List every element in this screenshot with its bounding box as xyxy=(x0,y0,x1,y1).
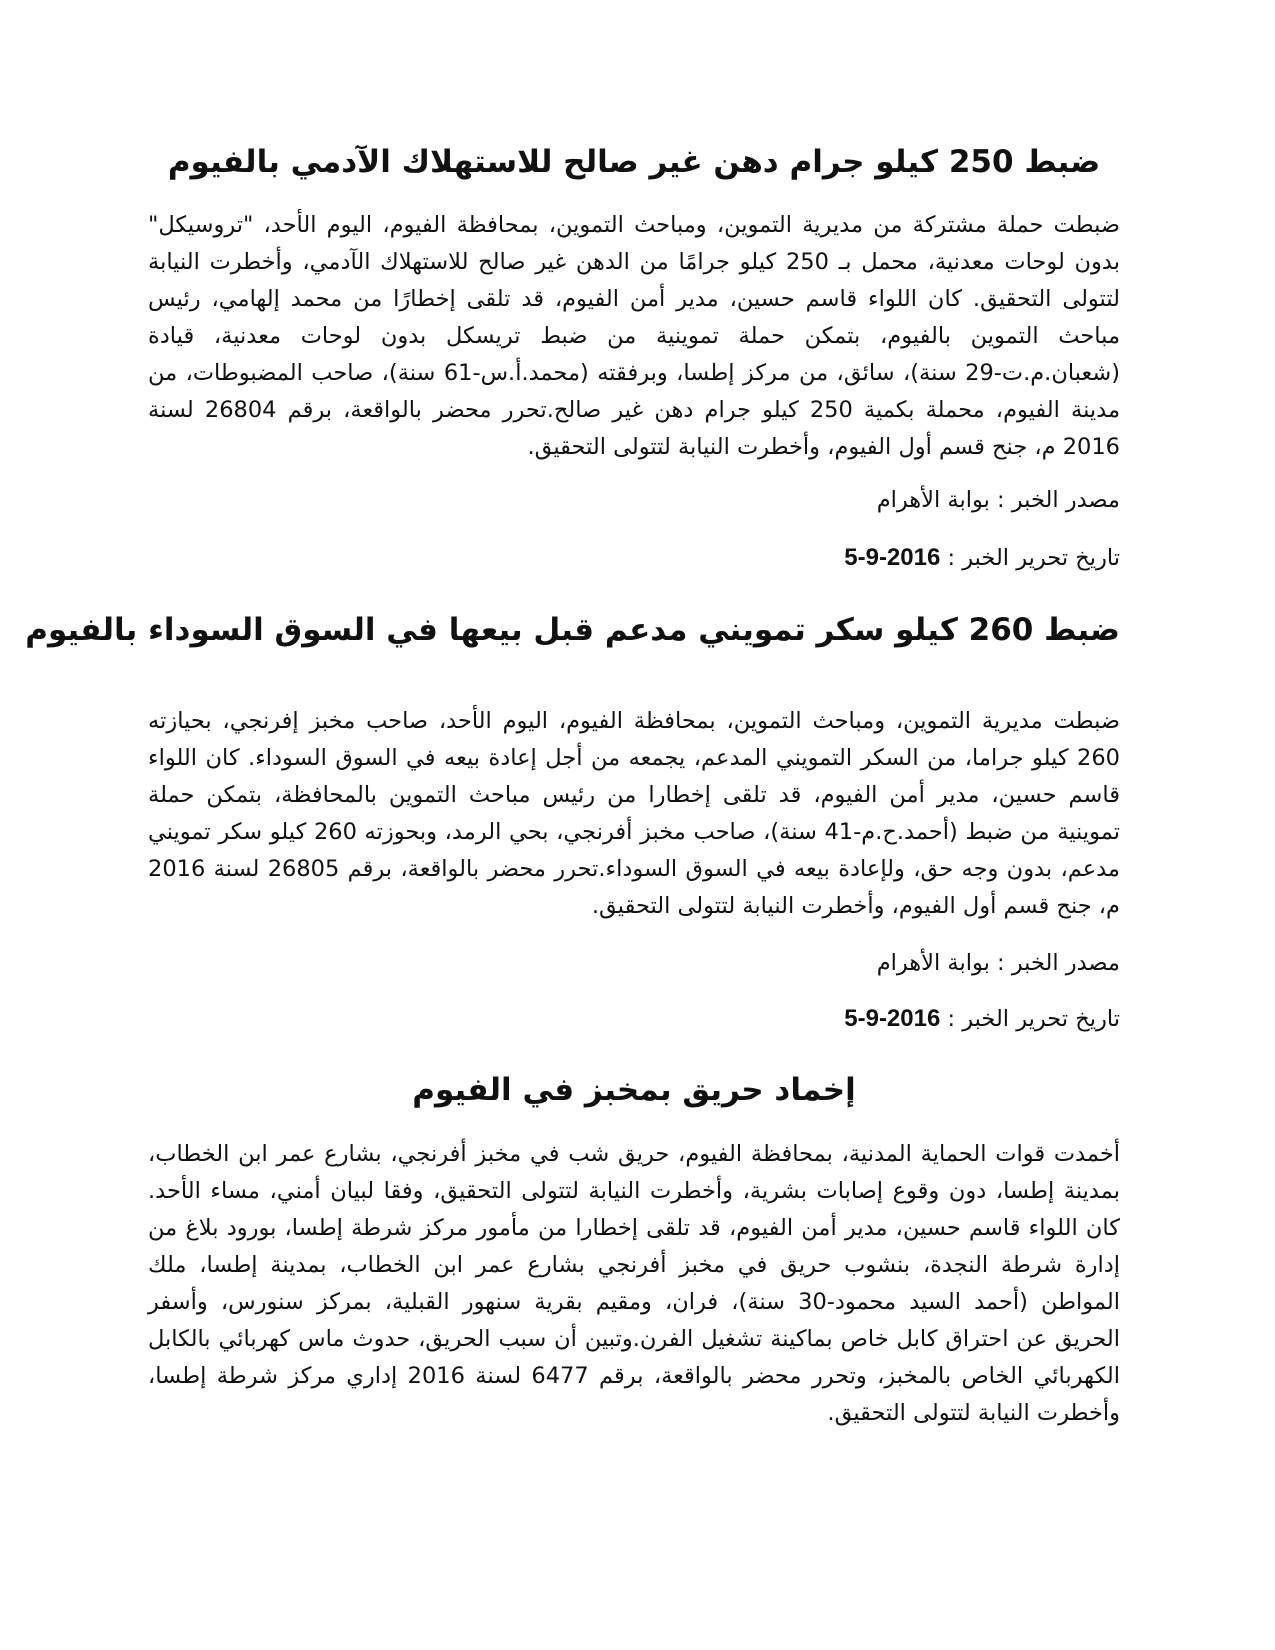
article-1-title: ضبط 250 كيلو جرام دهن غير صالح للاستهلاك الآدمي بالفيوم xyxy=(167,144,1101,180)
article-3-body: أخمدت قوات الحماية المدنية، بمحافظة الفيوم، حريق شب في مخبز أفرنجي، بشارع عمر ابن الخطاب، بمدينة إطسا، دون وقوع إصابات بشرية، وأخطرت النيابة لتتولى التحقيق، وفقا لبيان أمني، مساء الأحد. كان اللواء قاسم حسين، مدير أمن الفيوم، قد تلقى إخطارا من مأمور مركز شرطة إطسا، بورود بلاغ من إدارة شرطة النجدة، بنشوب حريق في مخبز أفرنجي بشارع عمر ابن الخطاب، بمدينة إطسا، ملك المواطن (أحمد السيد محمود-30 سنة)، فران، ومقيم بقرية سنهور القبلية، بمركز سنورس، وأسفر الحريق عن احتراق كابل خاص بماكينة تشغيل الفرن.وتبين أن سبب الحريق، حدوث ماس كهربائي بالكابل الكهربائي الخاص بالمخبز، وتحرر محضر بالواقعة، برقم 6477 لسنة 2016 إداري مركز شرطة إطسا، وأخطرت النيابة لتتولى التحقيق. xyxy=(148,1141,1120,1426)
date-value: 5-9-2016 xyxy=(844,1005,941,1032)
article-2-body: ضبطت مديرية التموين، ومباحث التموين، بمحافظة الفيوم، اليوم الأحد، صاحب مخبز إفرنجي، بحيازته 260 كيلو جراما، من السكر التمويني المدعم، يجمعه من أجل إعادة بيعه في السوق السوداء. كان اللواء قاسم حسين، مدير أمن الفيوم، قد تلقى إخطارا من رئيس مباحث التموين بالمحافظة، بتمكن حملة تموينية من ضبط (أحمد.ح.م-41 سنة)، صاحب مخبز أفرنجي، بحي الرمد، وبحوزته 260 كيلو سكر تمويني مدعم، بدون وجه حق، ولإعادة بيعه في السوق السوداء.تحرر محضر بالواقعة، برقم 26805 لسنة 2016 م، جنح قسم أول الفيوم، وأخطرت النيابة لتتولى التحقيق. xyxy=(148,708,1120,919)
source-label: مصدر الخبر : xyxy=(989,950,1120,976)
date-label: تاريخ تحرير الخبر : xyxy=(940,545,1120,571)
source-value: بوابة الأهرام xyxy=(876,487,990,513)
article-3-title: إخماد حريق بمخبز في الفيوم xyxy=(412,1072,856,1108)
date-value: 5-9-2016 xyxy=(844,544,941,571)
article-2-date xyxy=(148,1004,1120,1034)
article-2 xyxy=(148,703,1120,925)
article-1-date xyxy=(148,543,1120,573)
date-label: تاريخ تحرير الخبر : xyxy=(940,1006,1120,1032)
article-2-title: ضبط 260 كيلو سكر تمويني مدعم قبل بيعها في السوق السوداء بالفيوم xyxy=(25,612,1120,648)
article-1-source xyxy=(148,485,1120,515)
source-value: بوابة الأهرام xyxy=(876,950,990,976)
article-1-body: ضبطت حملة مشتركة من مديرية التموين، ومباحث التموين، بمحافظة الفيوم، اليوم الأحد، "تروسيكل" بدون لوحات معدنية، محمل بـ 250 كيلو جرامًا من الدهن غير صالح للاستهلاك الآدمي، وأخطرت النيابة لتتولى التحقيق. كان اللواء قاسم حسين، مدير أمن الفيوم، قد تلقى إخطارًا من محمد إلهامي، رئيس مباحث التموين بالفيوم، بتمكن حملة تموينية من ضبط تريسكل بدون لوحات معدنية، قيادة (شعبان.م.ت-29 سنة)، سائق، من مركز إطسا، وبرفقته (محمد.أ.س-61 سنة)، صاحب المضبوطات، من مدينة الفيوم، محملة بكمية 250 كيلو جرام دهن غير صالح.تحرر محضر بالواقعة، برقم 26804 لسنة 2016 م، جنح قسم أول الفيوم، وأخطرت النيابة لتتولى التحقيق. xyxy=(148,212,1120,460)
article-2-source xyxy=(148,948,1120,978)
article-3 xyxy=(148,1136,1120,1432)
source-label: مصدر الخبر : xyxy=(989,487,1120,513)
article-1 xyxy=(148,207,1120,466)
